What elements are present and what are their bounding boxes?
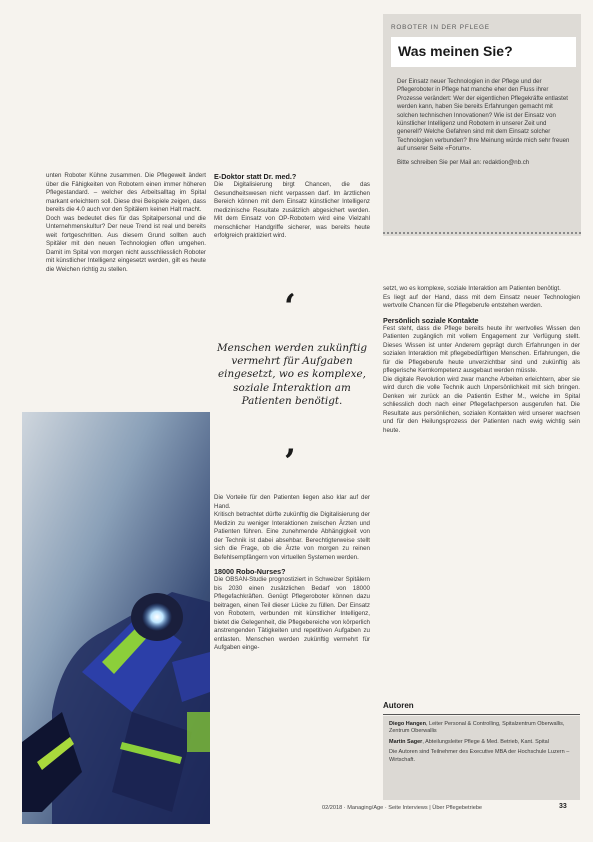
sidebar-box (383, 14, 581, 236)
page-number: 33 (559, 803, 567, 810)
heading-soziale-kontakte: Persönlich soziale Kontakte (383, 315, 479, 325)
heading-e-doktor: E-Doktor statt Dr. med.? (214, 172, 297, 181)
column-2 (214, 172, 370, 241)
pull-quote: Menschen werden zukünftig vermehrt für Aufgaben eingesetzt, wo es komplexe, soziale Interaktion am Patienten benötigt. (216, 342, 368, 407)
sidebar-title: Was meinen Sie? (398, 43, 513, 59)
sidebar-closing: Bitte schreiben Sie per Mail an: redaktion@nb.ch (397, 158, 530, 166)
col3-paragraph-3: Fest steht, dass die Pflege bereits heute ihr wertvolles Wissen den Patienten zugänglich mit vollem Engagement zur Verfügung stellt. Dieses Wissen ist unter Anderem geprägt durch Erfahrungen in der sozialen Interaktion mit pflegebedürftigen Menschen. Erfahrungen, die für die Pflegeberufe heute unverzichtbar sind und zukünftig als pflegerische Kernkompetenz ausgebaut werden müsste. (383, 324, 580, 374)
author-1-name: Diego Hangen (389, 721, 426, 727)
page-footer: 02/2018 · Managing/Age · Seite Interviews | Über Pflegebetriebe (322, 805, 483, 811)
col2-paragraph-4: Die OBSAN-Studie prognostiziert in Schweizer Spitälern bis 2030 einen zusätzlichen Bedarf von 18000 Pflegefachkräften. Genügt Pflegeroboter können dazu beitragen, einen Teil dieser Lücke zu füllen. Der Einsatz von Robotern, verbunden mit künstlicher Intelligenz, bietet die Gelegenheit, die Pflegebereiche von körperlich anstrengenden Tätigkeiten und repetitiven Aufgaben zu entlasten. Menschen werden zukünftig vermehrt für Aufgaben einge- (214, 576, 370, 651)
sidebar-title-box (391, 37, 576, 67)
col2-paragraph-3: Kritisch betrachtet dürfte zukünftig die Digitalisierung der Medizin zu weniger Interaktionen zwischen Ärzten und Patienten führen. Eine zunehmende Abhängigkeit von der Technik ist dabei absehbar. Berechtigterweise stellt sich die Frage, ob die Ärzte von morgen zu reinen Befehlsempfängern von virtuellen Systemen werden. (214, 511, 370, 561)
col1-paragraph-2: Doch was bedeutet dies für das Spitalpersonal und die Unternehmenskultur? Der neue Trend ist real und bereits weit fortgeschritten. Aus diesem Grund sollten auch Spitäler mit den neuen Technologien offen umgehen. Damit im Spital von morgen nicht ausschliesslich Roboter mit künstlicher Intelligenz eingesetzt werden, gilt es heute die Weichen richtig zu stellen. (46, 214, 206, 273)
sidebar-text: Der Einsatz neuer Technologien in der Pflege und der Pflegeroboter in Pflege hat manche eher den Fluss ihrer Prozesse verändert: Wer der eigentlichen Pflegekräfte entlastet werden kann, haben Sie bereits Erfahrungen gemacht mit solchen technischen Innovationen? Wie ist der Einsatz von künstlicher Intelligenz und Robotern in unserer Zeit und generell? Welche Gefahren sind mit dem Einsatz solcher Technologien verbunden? Ihre Meinung würde mich sehr freuen auf unserer Seite «Forum». (397, 78, 570, 153)
heading-robo-nurses: 18000 Robo-Nurses? (214, 567, 286, 576)
author-1 (383, 716, 580, 736)
quote-close-mark: ’ (284, 442, 296, 482)
robot-photo (22, 412, 210, 824)
authors-body (383, 716, 580, 800)
sidebar-body (397, 78, 573, 167)
author-2-name: Martin Sager (389, 738, 423, 745)
col1-paragraph-1: unten Roboter Kühne zusammen. Die Pflegewelt ändert über die Fähigkeiten von Robotern einen immer höheren Pflegestandard. – welcher des Arbeitsalltag im Spital markant erleichtern soll. Diese drei Beispiele zeigen, dass bereits die 4.0 auch vor den Spitälern keinen Halt macht. (46, 172, 206, 213)
col3-paragraph-1: setzt, wo es komplexe, soziale Interaktion am Patienten benötigt. (383, 285, 561, 292)
author-2 (383, 739, 580, 746)
authors-note: Die Autoren sind Teilnehmer des Executive MBA der Hochschule Luzern – Wirtschaft. (389, 749, 570, 763)
col2-paragraph-1: Die Digitalisierung birgt Chancen, die das Gesundheitswesen nicht verpassen darf. Im ärztlichen Bereich können mit dem Einsatz künstlicher Intelligenz medizinische Resultate zusätzlich abgesichert werden. Mit dem Einsatz von OP-Robotern wird eine Vielzahl menschlicher Handgriffe sicherer, was bereits heute erfolgreich praktiziert wird. (214, 181, 370, 239)
authors-title: Autoren (383, 701, 414, 710)
column-1 (46, 172, 206, 274)
col3-paragraph-4: Die digitale Revolution wird zwar manche Arbeiten erleichtern, aber sie wird durch die volle Technik auch Unpersönlichkeit mit sich bringen. Denken wir zurück an die Patientin Esther M., welche im Spital schliesslich doch nach einer Pflegefachperson ausgerufen hat. Die Resultate aus persönlichen, sozialen Kontakten wird unserer wachsen und für den Heilungsprozess der Patienten nach ewig wichtig sein heute. (383, 375, 580, 434)
sidebar-kicker: ROBOTER IN DER PFLEGE (391, 24, 490, 31)
column-3 (383, 285, 580, 435)
col3-paragraph-2: Es liegt auf der Hand, dass mit dem Einsatz neuer Technologien wertvolle Chancen für die Pflegeberufe entstehen werden. (383, 293, 580, 309)
author-2-text: , Abteilungsleiter Pflege & Med. Betrieb, Kant. Spital (422, 738, 549, 745)
authors-box (383, 700, 580, 802)
author-1-text: , Leiter Personal & Controlling, Spitalzentrum Oberwallis, Zentrum Oberwallis (389, 721, 565, 735)
dotted-divider (383, 230, 581, 234)
quote-open-mark: ‘ (284, 287, 296, 327)
authors-title-bar (383, 700, 580, 715)
column-2-continued (214, 494, 370, 653)
col2-paragraph-2: Die Vorteile für den Patienten liegen also klar auf der Hand. (214, 494, 370, 510)
